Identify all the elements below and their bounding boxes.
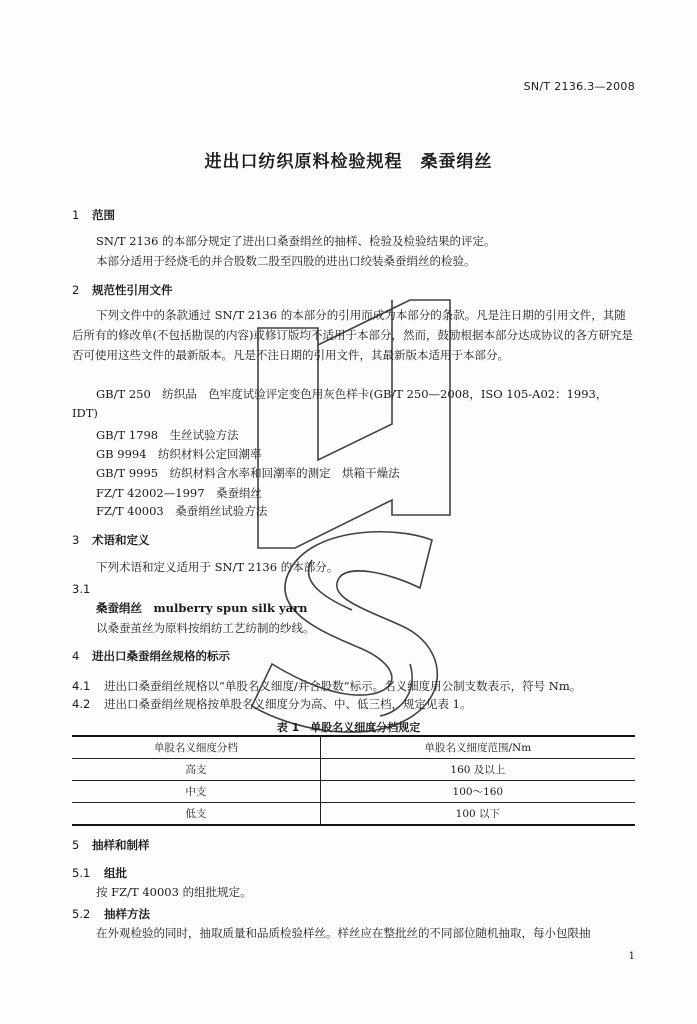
- section-title: 规范性引用文件: [92, 283, 173, 297]
- section-4-heading: [72, 648, 230, 664]
- section-2-heading: [72, 282, 173, 298]
- table-cell: 中支: [72, 781, 320, 803]
- section-title: 抽样和制样: [92, 838, 150, 852]
- term-entry: 桑蚕绢丝 mulberry spun silk yarn: [96, 601, 308, 615]
- table-cell: 高支: [72, 759, 320, 781]
- term-definition: 以桑蚕茧丝为原料按绢纺工艺纺制的纱线。: [96, 621, 315, 635]
- clause-5-2-text: 在外观检验的同时，抽取质量和品质检验样丝。样丝应在整批丝的不同部位随机抽取，每小包限抽: [96, 926, 591, 940]
- table-cell: 100 以下: [320, 803, 635, 826]
- section-title: 进出口桑蚕绢丝规格的标示: [92, 649, 230, 663]
- clause-text: 进出口桑蚕绢丝规格按单股名义细度分为高、中、低三档，规定见表 1。: [104, 697, 472, 711]
- standard-code: SN/T 2136.3—2008: [523, 80, 635, 93]
- section-1-paragraph-2: 本部分适用于经烧毛的并合股数二股至四股的进出口绞装桑蚕绢丝的检验。: [96, 254, 476, 268]
- page-number: 1: [628, 951, 635, 962]
- section-title: 范围: [92, 208, 115, 222]
- reference-item: GB/T 9995 纺织材料含水率和回潮率的测定 烘箱干燥法: [96, 466, 400, 480]
- section-2-paragraph: 下列文件中的条款通过 SN/T 2136 的本部分的引用而成为本部分的条款。凡是注日期的引用文件，其随后所有的修改单(不包括勘误的内容)或修订版均不适用于本部分，然而，鼓励根据本部分达成协议的各方研究是否可使用这些文件的最新版本。凡是不注日期的引用文件，其最新版本适用于本部分。: [72, 308, 633, 362]
- section-1-paragraph-1: SN/T 2136 的本部分规定了进出口桑蚕绢丝的抽样、检验及检验结果的评定。: [96, 234, 496, 248]
- table-cell: 100～160: [320, 781, 635, 803]
- reference-item: GB/T 250 纺织品 色牢度试验评定变色用灰色样卡(GB/T 250—2008，ISO 105-A02：1993，: [96, 387, 608, 401]
- clause-3-1-number: 3.1: [72, 582, 91, 596]
- section-number: 2: [72, 283, 80, 297]
- clause-title: 组批: [104, 866, 127, 880]
- table-header-cell: 单股名义细度分档: [72, 736, 320, 759]
- clause-number: 4.2: [72, 697, 91, 711]
- reference-item: GB 9994 纺织材料公定回潮率: [96, 447, 262, 461]
- section-5-heading: [72, 837, 150, 853]
- clause-4-2: [72, 694, 471, 714]
- clause-text: 进出口桑蚕绢丝规格以“单股名义细度/并合股数”标示。名义细度用公制支数表示，符号 Nm。: [104, 679, 582, 693]
- table-row: [72, 759, 635, 781]
- table-row: [72, 781, 635, 803]
- reference-item: GB/T 1798 生丝试验方法: [96, 428, 239, 442]
- reference-item: IDT): [72, 406, 98, 420]
- clause-5-1-heading: [72, 865, 127, 881]
- page-title: 进出口纺织原料检验规程 桑蚕绢丝: [204, 152, 493, 172]
- section-1-heading: [72, 207, 115, 223]
- section-number: 1: [72, 208, 80, 222]
- section-3-heading: [72, 532, 150, 548]
- clause-number: 5.2: [72, 907, 91, 921]
- reference-item: FZ/T 40003 桑蚕绢丝试验方法: [96, 504, 268, 518]
- table-header-cell: 单股名义细度范围/Nm: [320, 736, 635, 759]
- clause-5-2-heading: [72, 906, 150, 922]
- section-number: 5: [72, 838, 80, 852]
- section-number: 4: [72, 649, 80, 663]
- section-title: 术语和定义: [92, 533, 150, 547]
- table-cell: 低支: [72, 803, 320, 826]
- table-header-row: [72, 736, 635, 759]
- table-caption: 表 1 单股名义细度分档规定: [276, 721, 421, 734]
- table-row: [72, 803, 635, 826]
- clause-5-1-text: 按 FZ/T 40003 的组批规定。: [96, 885, 252, 899]
- section-3-paragraph: 下列术语和定义适用于 SN/T 2136 的本部分。: [96, 560, 339, 574]
- clause-number: 5.1: [72, 866, 91, 880]
- clause-title: 抽样方法: [104, 907, 150, 921]
- fineness-grade-table: [72, 735, 635, 826]
- clause-number: 4.1: [72, 679, 91, 693]
- section-number: 3: [72, 533, 80, 547]
- table-cell: 160 及以上: [320, 759, 635, 781]
- reference-item: FZ/T 42002—1997 桑蚕绢丝: [96, 486, 263, 500]
- clause-4-1: [72, 676, 581, 696]
